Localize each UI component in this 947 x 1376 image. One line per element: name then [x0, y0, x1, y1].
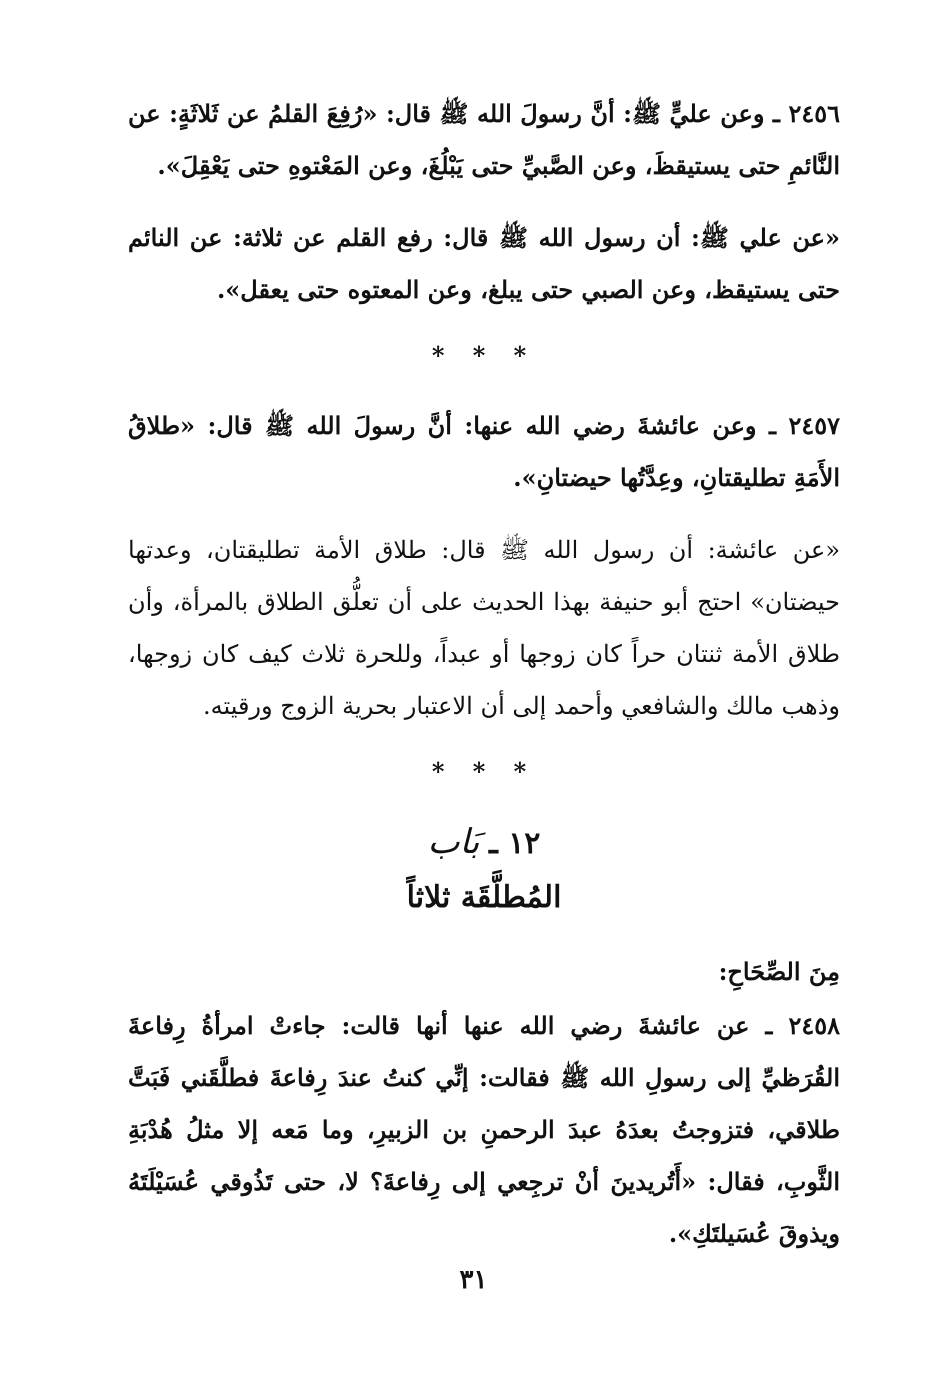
- separator-stars: * * *: [431, 757, 537, 786]
- page-number: ٣١: [459, 1265, 488, 1295]
- hadith-2457: ٢٤٥٧ ـ وعن عائشةَ رضي الله عنها: أنَّ رسولَ الله ﷺ قال: «طلاقُ الأَمَةِ تطليقتانِ، وعِدَّتُها حيضتانِ».: [128, 411, 840, 492]
- separator-stars: * * *: [431, 341, 537, 370]
- section-label: مِنَ الصِّحَاحِ:: [718, 957, 840, 986]
- chapter-title: المُطلَّقَة ثلاثاً: [406, 880, 562, 915]
- hadith-2458: ٢٤٥٨ ـ عن عائشةَ رضي الله عنها أنها قالت: جاءتْ امرأةُ رِفاعةَ القُرَظيِّ إلى رسولِ الله ﷺ فقالت: إنِّي كنتُ عندَ رِفاعةَ فطلَّقَني فَبَتَّ طلاقي، فتزوجتُ بعدَهُ عبدَ الرحمنِ بن الزبيرِ، وما مَعه إلا مثلُ هُدْبَةِ الثَّوبِ، فقال: «أَتُريدينَ أنْ ترجِعي إلى رِفاعةَ؟ لا، حتى تَذُوقي عُسَيْلَتَهُ ويذوقَ عُسَيلتَكِ».: [128, 1011, 840, 1248]
- chapter-number-line: [128, 816, 840, 870]
- page-body: [128, 88, 840, 1280]
- chapter-word: بَاب: [427, 822, 480, 862]
- chapter-number: ١٢ ـ: [488, 826, 541, 861]
- commentary-2457: «عن عائشة: أن رسول الله ﷺ قال: طلاق الأمة تطليقتان، وعدتها حيضتان» احتج أبو حنيفة بهذا الحديث على أن تعلُّق الطلاق بالمرأة، وأن طلاق الأمة ثنتان حراً كان زوجها أو عبداً، وللحرة ثلاث كيف كان زوجها، وذهب مالك والشافعي وأحمد إلى أن الاعتبار بحرية الزوج ورقيته.: [128, 536, 840, 720]
- hadith-2456: ٢٤٥٦ ـ وعن عليٍّ ﷺ: أنَّ رسولَ الله ﷺ قال: «رُفِعَ القلمُ عن ثَلاثَةٍ: عن النَّائمِ حتى يستيقظَ، وعن الصَّبيِّ حتى يَبْلُغَ، وعن المَعْتوهِ حتى يَعْقِلَ».: [128, 99, 840, 180]
- commentary-2456: «عن علي ﷺ: أن رسول الله ﷺ قال: رفع القلم عن ثلاثة: عن النائم حتى يستيقظ، وعن الصبي حتى يبلغ، وعن المعتوه حتى يعقل».: [128, 223, 840, 304]
- chapter-heading: [128, 816, 840, 926]
